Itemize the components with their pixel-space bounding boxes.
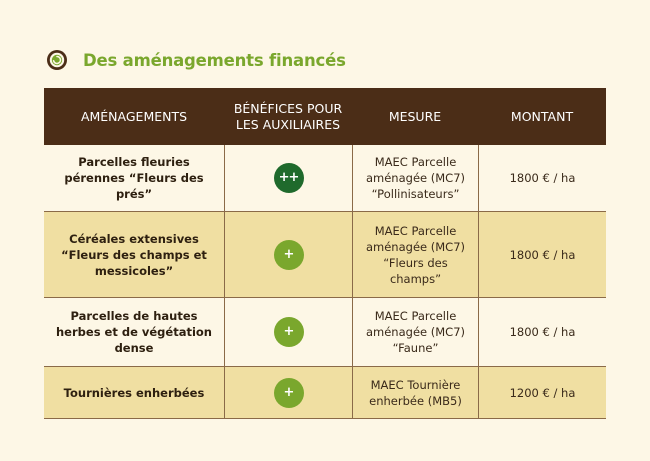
benefice-cell (224, 212, 352, 297)
amenagement-cell: Parcelles fleuries pérennes “Fleurs des prés” (64, 155, 204, 201)
benefice-cell (224, 367, 352, 418)
amenagement-cell: Céréales extensives “Fleurs des champs et messicoles” (61, 231, 207, 278)
plus-badge: + (274, 317, 304, 347)
montant-cell: 1800 € / ha (478, 298, 606, 366)
benefice-cell (224, 145, 352, 211)
header-amenagements: AMÉNAGEMENTS (80, 108, 188, 124)
table-header (44, 88, 606, 145)
benefice-cell (224, 298, 352, 366)
montant-cell: 1800 € / ha (478, 145, 606, 211)
amenagement-cell: Tournières enherbées (63, 385, 205, 400)
header-mesure: MESURE (388, 108, 442, 124)
table-row (44, 298, 606, 367)
spiral-icon (46, 49, 68, 71)
mesure-cell: MAEC Parcelle aménagée (MC7) “Pollinisateurs” (352, 145, 478, 211)
header-benefices: BÉNÉFICES POUR LES AUXILIAIRES (233, 100, 343, 132)
montant-cell: 1200 € / ha (478, 367, 606, 418)
montant-cell: 1800 € / ha (478, 212, 606, 297)
financing-table (44, 88, 606, 419)
plus-badge: + (274, 240, 304, 270)
double-plus-badge: ++ (274, 163, 304, 193)
mesure-cell: MAEC Parcelle aménagée (MC7) “Fleurs des champs” (352, 212, 478, 297)
table-row (44, 212, 606, 298)
table-row (44, 367, 606, 419)
amenagement-cell: Parcelles de hautes herbes et de végétation dense (56, 309, 212, 355)
section-heading (46, 49, 346, 71)
header-montant: MONTANT (510, 108, 574, 124)
plus-badge: + (274, 378, 304, 408)
mesure-cell: MAEC Parcelle aménagée (MC7) “Faune” (352, 298, 478, 366)
table-row (44, 145, 606, 212)
mesure-cell: MAEC Tournière enherbée (MB5) (352, 367, 478, 418)
section-title: Des aménagements financés (83, 50, 346, 70)
